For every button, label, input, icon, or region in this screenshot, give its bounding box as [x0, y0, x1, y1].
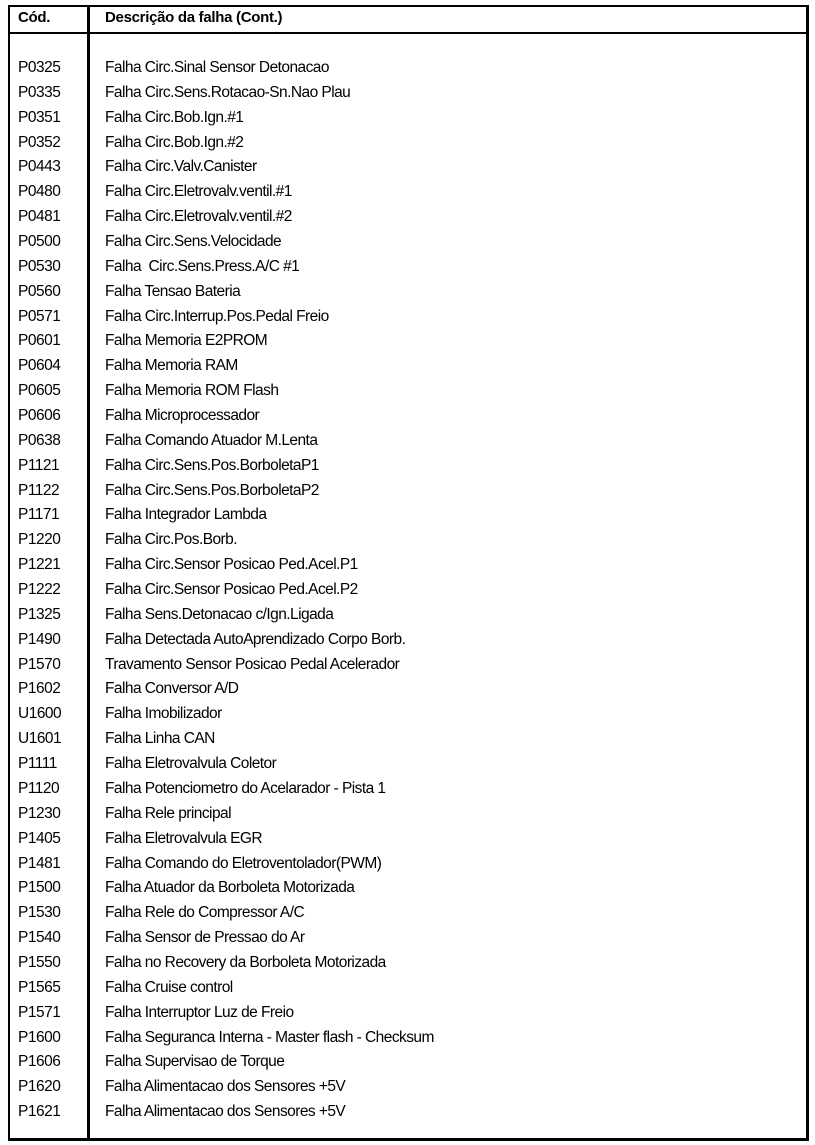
- fault-code: P1171: [18, 506, 60, 524]
- table-row: [0, 954, 815, 979]
- fault-code: P0481: [18, 208, 61, 226]
- fault-description: Falha Comando Atuador M.Lenta: [105, 431, 318, 449]
- table-row: [0, 1029, 815, 1054]
- fault-description: Falha Memoria E2PROM: [105, 332, 268, 350]
- fault-code: P1620: [18, 1078, 61, 1096]
- header-rule: [8, 32, 809, 34]
- fault-code: P1540: [18, 929, 61, 947]
- fault-code: P1220: [18, 531, 61, 549]
- table-row: [0, 1078, 815, 1103]
- fault-code: P0335: [18, 83, 61, 101]
- fault-description: Falha Sens.Detonacao c/Ign.Ligada: [105, 605, 334, 623]
- table-row: [0, 332, 815, 357]
- fault-code: P0530: [18, 257, 61, 275]
- fault-description: Travamento Sensor Posicao Pedal Acelerador: [105, 655, 400, 673]
- table-row: [0, 755, 815, 780]
- table-row: [0, 457, 815, 482]
- fault-description: Falha Eletrovalvula EGR: [105, 829, 263, 847]
- table-row: [0, 208, 815, 233]
- fault-description: Falha Detectada AutoAprendizado Corpo Borb.: [105, 630, 406, 648]
- fault-description: Falha Sensor de Pressao do Ar: [105, 929, 305, 947]
- fault-code: P1122: [18, 481, 60, 499]
- table-row: [0, 730, 815, 755]
- fault-description: Falha Circ.Sens.Press.A/C #1: [105, 257, 300, 275]
- table-row: [0, 929, 815, 954]
- fault-code: P1565: [18, 978, 61, 996]
- fault-description: Falha Circ.Sens.Rotacao-Sn.Nao Plau: [105, 83, 351, 101]
- fault-code: P1571: [18, 1003, 61, 1021]
- table-row: [0, 233, 815, 258]
- table-row: [0, 258, 815, 283]
- fault-code: P0351: [18, 108, 61, 126]
- fault-code: P1111: [18, 755, 57, 773]
- fault-description: Falha no Recovery da Borboleta Motorizada: [105, 953, 386, 971]
- fault-description: Falha Circ.Bob.Ign.#2: [105, 133, 244, 151]
- fault-description: Falha Tensao Bateria: [105, 282, 241, 300]
- fault-code: P1621: [18, 1103, 61, 1121]
- fault-description: Falha Circ.Bob.Ign.#1: [105, 108, 244, 126]
- table-row: [0, 904, 815, 929]
- fault-description: Falha Cruise control: [105, 978, 233, 996]
- fault-description: Falha Interruptor Luz de Freio: [105, 1003, 294, 1021]
- fault-description: Falha Eletrovalvula Coletor: [105, 755, 277, 773]
- fault-code: P1602: [18, 680, 61, 698]
- table-row: [0, 606, 815, 631]
- table-row: [0, 656, 815, 681]
- fault-description: Falha Alimentacao dos Sensores +5V: [105, 1078, 346, 1096]
- fault-description: Falha Comando do Eletroventolador(PWM): [105, 854, 382, 872]
- fault-description: Falha Conversor A/D: [105, 680, 239, 698]
- fault-code: P0605: [18, 382, 61, 400]
- table-row: [0, 979, 815, 1004]
- header-code-label: Cód.: [18, 9, 51, 26]
- fault-description: Falha Linha CAN: [105, 730, 215, 748]
- table-row: [0, 581, 815, 606]
- fault-code: P1325: [18, 605, 61, 623]
- fault-code: P0571: [18, 307, 61, 325]
- fault-code: U1601: [18, 730, 62, 748]
- fault-description: Falha Circ.Interrup.Pos.Pedal Freio: [105, 307, 329, 325]
- table-row: [0, 432, 815, 457]
- table-row: [0, 1103, 815, 1128]
- fault-code: P1481: [18, 854, 61, 872]
- table-row: [0, 158, 815, 183]
- fault-description: Falha Seguranca Interna - Master flash - Checksum: [105, 1028, 434, 1046]
- fault-description: Falha Rele do Compressor A/C: [105, 904, 305, 922]
- table-row: [0, 59, 815, 84]
- fault-description: Falha Circ.Sens.Pos.BorboletaP2: [105, 481, 319, 499]
- fault-description: Falha Alimentacao dos Sensores +5V: [105, 1103, 346, 1121]
- table-row: [0, 407, 815, 432]
- fault-code-list: [0, 59, 815, 1128]
- fault-code: P0500: [18, 233, 61, 251]
- table-row: [0, 308, 815, 333]
- table-row: [0, 134, 815, 159]
- fault-code: P0604: [18, 357, 61, 375]
- fault-code: P1222: [18, 581, 61, 599]
- table-row: [0, 84, 815, 109]
- fault-code: P0352: [18, 133, 61, 151]
- table-row: [0, 357, 815, 382]
- fault-code: P1500: [18, 879, 61, 897]
- fault-code: P1570: [18, 655, 61, 673]
- fault-description: Falha Potenciometro do Acelarador - Pista 1: [105, 779, 386, 797]
- fault-code: P0443: [18, 158, 61, 176]
- fault-description: Falha Memoria RAM: [105, 357, 238, 375]
- fault-code: P1221: [18, 556, 61, 574]
- fault-description: Falha Integrador Lambda: [105, 506, 267, 524]
- fault-description: Falha Circ.Sens.Velocidade: [105, 233, 282, 251]
- fault-code: P0638: [18, 431, 61, 449]
- table-row: [0, 705, 815, 730]
- fault-code: P1530: [18, 904, 61, 922]
- table-row: [0, 805, 815, 830]
- fault-description: Falha Circ.Sensor Posicao Ped.Acel.P2: [105, 581, 358, 599]
- fault-code: P1121: [18, 456, 60, 474]
- fault-code: P1230: [18, 804, 61, 822]
- table-row: [0, 879, 815, 904]
- fault-code: P1120: [18, 779, 60, 797]
- fault-code: P0601: [18, 332, 61, 350]
- fault-description: Falha Circ.Sinal Sensor Detonacao: [105, 59, 329, 76]
- table-row: [0, 482, 815, 507]
- table-row: [0, 830, 815, 855]
- fault-description: Falha Rele principal: [105, 804, 231, 822]
- fault-code: P1405: [18, 829, 61, 847]
- fault-description: Falha Circ.Sensor Posicao Ped.Acel.P1: [105, 556, 358, 574]
- fault-code: P1550: [18, 953, 61, 971]
- fault-code: P1490: [18, 630, 61, 648]
- table-row: [0, 1053, 815, 1078]
- table-row: [0, 855, 815, 880]
- fault-description: Falha Imobilizador: [105, 705, 222, 723]
- header-description-label: Descrição da falha (Cont.): [105, 9, 283, 26]
- fault-code: P0606: [18, 407, 61, 425]
- table-row: [0, 631, 815, 656]
- fault-description: Falha Circ.Eletrovalv.ventil.#1: [105, 183, 292, 201]
- table-row: [0, 382, 815, 407]
- fault-code: P1606: [18, 1053, 61, 1071]
- fault-description: Falha Circ.Valv.Canister: [105, 158, 257, 176]
- fault-code: P0480: [18, 183, 61, 201]
- fault-code: P0560: [18, 282, 61, 300]
- table-row: [0, 531, 815, 556]
- fault-description: Falha Supervisao de Torque: [105, 1053, 285, 1071]
- table-row: [0, 506, 815, 531]
- fault-description: Falha Memoria ROM Flash: [105, 382, 279, 400]
- table-row: [0, 109, 815, 134]
- table-row: [0, 556, 815, 581]
- table-row: [0, 680, 815, 705]
- table-row: [0, 1004, 815, 1029]
- fault-code: U1600: [18, 705, 62, 723]
- table-row: [0, 283, 815, 308]
- fault-description: Falha Circ.Pos.Borb.: [105, 531, 237, 549]
- fault-code: P0325: [18, 59, 61, 76]
- fault-description: Falha Circ.Sens.Pos.BorboletaP1: [105, 456, 319, 474]
- fault-code: P1600: [18, 1028, 61, 1046]
- table-row: [0, 183, 815, 208]
- table-row: [0, 780, 815, 805]
- fault-description: Falha Circ.Eletrovalv.ventil.#2: [105, 208, 292, 226]
- fault-description: Falha Atuador da Borboleta Motorizada: [105, 879, 355, 897]
- fault-description: Falha Microprocessador: [105, 407, 260, 425]
